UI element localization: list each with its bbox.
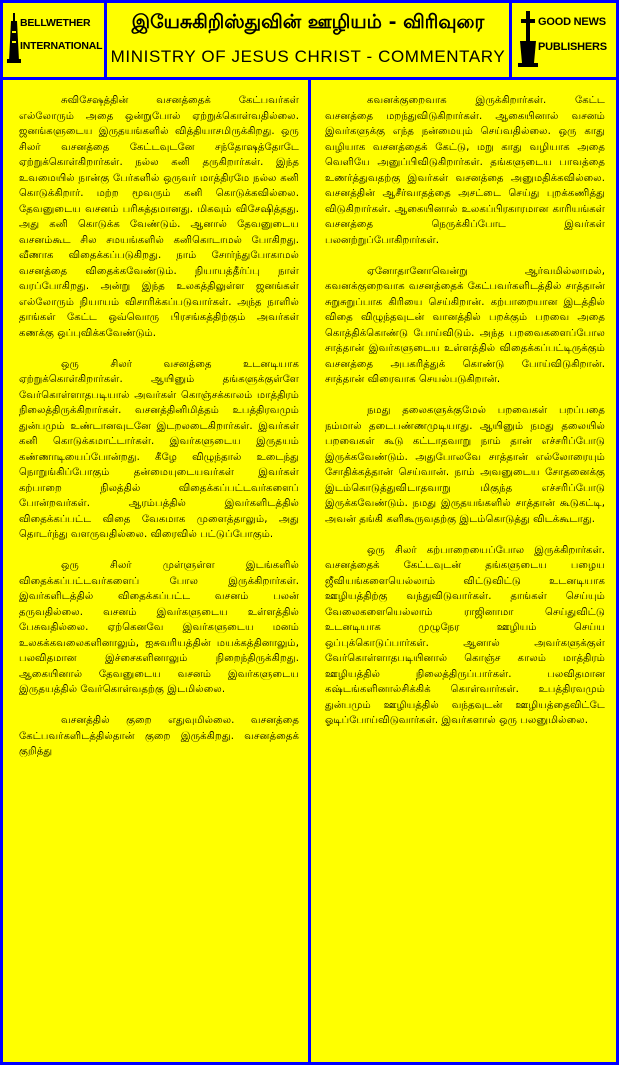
good-news-logo	[512, 3, 616, 77]
right-column	[325, 93, 605, 744]
bellwether-logo-line2: INTERNATIONAL	[20, 40, 103, 52]
page-title-english: MINISTRY OF JESUS CHRIST - COMMENTARY	[110, 47, 506, 66]
right-paragraph-2: ஏனோதானோவென்று ஆர்வமில்லாமல், கவனக்குறைவாக வசனத்தைக் கேட்பவர்களிடத்தில் சாத்தான் சுறுசுறுப்பாக கிரியை செய்கிறான். கற்பாறையான இடத்தில் விதை விழுந்தவுடன் வானத்தில் பறக்கும் பறவை அதை கொத்திக்கொண்டு போய்விடும். அந்த பறவைகளைப்போல சாத்தான் இவர்களுடைய உள்ளத்தில் விதைக்கப்பட்டிருக்கும் வசனத்தை அபகரித்துக் கொண்டு போய்விடுகிறான். சாத்தான் விரைவாக செயல்படுகிறான்.	[325, 265, 605, 385]
column-divider	[308, 80, 311, 1065]
left-paragraph-3: ஒரு சிலர் முள்ளுள்ள இடங்களில் விதைக்கப்பட்டவர்களைப் போல இருக்கிறார்கள். இவர்களிடத்தில் விதைக்கப்பட்ட வசனம் பலன் தருவதில்லை. வசனம் இவர்களுடைய உள்ளத்தில் பேசுவதில்லை. ஏற்கெனவே இவர்களுடைய மனம் உலகக்கவலைகளினாலும், ஐசுவரியத்தின் மயக்கத்தினாலும், பலவிதமான இச்சைகளினாலும் நிறைந்திருக்கிறது. ஆகையினால் தேவனுடைய வசனம் இவர்களுடைய இருதயத்தில் வேர்கொள்வதற்கு இடமில்லை.	[19, 560, 299, 695]
title-box	[107, 3, 512, 77]
left-column	[19, 93, 299, 775]
cross-icon	[518, 11, 538, 67]
left-paragraph-4: வசனத்தில் குறை எதுவுமில்லை. வசனத்தை கேட்பவர்களிடத்தில்தான் குறை இருக்கிறது. வசனத்தைக் குறித்து	[19, 715, 299, 757]
bellwether-logo-text	[20, 17, 102, 53]
bellwether-logo	[3, 3, 107, 77]
right-paragraph-1: கவனக்குறைவாக இருக்கிறார்கள். கேட்ட வசனத்தை மறந்துவிடுகிறார்கள். ஆகையினால் வசனம் இவர்களுக்கு எந்த நன்மையும் செய்வதில்லை. ஒரு காது வழியாக வசனத்தைக் கேட்டு, மறு காது வழியாக அதை வெளியே அனுப்பிவிடுகிறார்கள். தங்களுடைய பாவத்தை உணர்த்துவதற்கு இவர்கள் வசனத்தை அனுமதிக்கவில்லை. வசனத்தின் ஆசீர்வாதத்தை அசட்டை செய்து புறக்கணித்து விடுகிறார்கள். ஆகையினால் உலகப்பிரகாரமான காரியங்கள் வசனத்தை நெருக்கிப்போட இவர்கள் பலனற்றுப்போகிறார்கள்.	[325, 95, 605, 246]
right-paragraph-4: ஒரு சிலர் கற்பாறையைப்போல இருக்கிறார்கள். வசனத்தைக் கேட்டவுடன் தங்களுடைய பழைய ஜீவியங்களையெல்லாம் விட்டுவிட்டு உடனடியாக ஊழியத்திற்கு வந்துவிடுவார்கள். தாங்கள் செய்யும் வேலைகளையெல்லாம் ராஜினாமா செய்துவிட்டு உடனடியாக முழுநேர ஊழியம் செய்ய ஒப்புக்கொடுப்பார்கள். ஆனால் அவர்களுக்குள் வேர்கொள்ளாதபடியினால் கொஞ்ச காலம் மாத்திரம் ஊழியத்தில் நிலைத்திருப்பார்கள். பலவிதமான கஷ்டங்களினால்சிக்கிக் கொள்வார்கள். உபத்திரவமும் துன்பமும் ஊழியத்தில் வந்தவுடன் ஊழியத்தைவிட்டே ஓடிப்போய்விடுவார்கள். இவர்களால் ஒரு பலனுமில்லை.	[325, 544, 605, 726]
good-news-logo-line2: PUBLISHERS	[538, 41, 607, 53]
left-paragraph-2: ஒரு சிலர் வசனத்தை உடனடியாக ஏற்றுக்கொள்கிறார்கள். ஆயினும் தங்களுக்குள்ளே வேர்கொள்ளாதபடியால் அவர்கள் கொஞ்சக்காலம் மாத்திரம் நிலைத்திருக்கிறார்கள். வசனத்தினிமித்தம் உபத்திரவமும் துன்பமும் உண்டானவுடனே இடறலடைகிறார்கள். இவர்கள் கனி கொடுக்கமாட்டார்கள். இவர்களுடைய இருதயம் கண்ணாடியைப்போன்றது. கீழே விழுந்தால் உடைந்து நொறுங்கிப்போகும் தன்மையுடையவர்கள் இவர்கள் கற்பாறை நிலத்தில் விதைக்கப்பட்டவர்களைப் போன்றவர்கள். ஆரம்பத்தில் இவர்களிடத்தில் விதைக்கப்பட்ட விதை வேகமாக முளைத்தாலும், அது தொடர்ந்து வளருவதில்லை. விரைவில் பட்டுப்போகும்.	[19, 358, 299, 540]
bellwether-logo-line1: BELLWETHER	[20, 17, 91, 29]
left-paragraph-1: சுவிசேஷத்தின் வசனத்தைக் கேட்பவர்கள் எல்லோரும் அதை ஒன்றுபோல் ஏற்றுக்கொள்வதில்லை. ஜனங்களுடைய இருதயங்களில் வித்தியாசமிருக்கிறது. ஒரு சிலர் வசனத்தை கேட்டவுடனே சந்தோஷத்தோடே ஏற்றுக்கொள்கிறார்கள். நல்ல கனி தருகிறார்கள். இந்த உவமையில் நான்கு பேர்களில் ஒருவர் மாத்திரமே நல்ல கனி கொடுக்கிறார். மற்ற மூவரும் கனி கொடுக்கவில்லை. தேவனுடைய வசனம் பரிசுத்தமானது. மிகவும் விசேஷித்தது. அது கனி கொடுக்க வேண்டும். ஆனால் தேவனுடைய வசனம்கூட சில சமயங்களில் கனிகொடாமல் போகிறது. வீணாக விதைக்கப்படுகிறது. நாம் சோர்ந்துபோகாமல் வசனத்தை விதைக்கவேண்டும். நியாயத்தீர்ப்பு நாள் வரப்போகிறது. அன்று இந்த உலகத்திலுள்ள ஜனங்கள் எல்லோரும் நியாயம் விசாரிக்கப்படுவார்கள். அந்த நாளில் தாங்கள் கேட்ட ஒவ்வொரு பிரசங்கத்திற்கும் அவர்கள் கணக்கு ஒப்புவிக்கவேண்டும்.	[19, 95, 299, 339]
good-news-logo-text	[538, 16, 607, 54]
good-news-logo-line1: GOOD NEWS	[538, 16, 606, 28]
page-title-tamil: இயேசுகிறிஸ்துவின் ஊழியம் - விரிவுரை	[131, 11, 485, 33]
header	[3, 3, 616, 79]
tower-icon	[7, 13, 21, 63]
right-paragraph-3: நமது தலைகளுக்குமேல் பறவைகள் பறப்பதை நம்மால் தடைபண்ணமுடியாது. ஆயினும் நமது தலையில் பறவைகள் கூடு கட்டாதவாறு நாம் தான் எச்சரிப்போடு இருக்கவேண்டும். அதுபோலவே சாத்தான் எல்லோரையும் சோதிக்கத்தான் செய்வான். நாம் அவனுடைய சோதனைக்கு இடம்கொடுத்துவிடாதவாறு மிகுந்த எச்சரிப்போடு இருக்கவேண்டும். நமது இருதயங்களில் சாத்தான் கூடுகட்டி, அவன் தங்கி களிகூருவதற்கு இடம்கொடுத்து விடக்கூடாது.	[325, 405, 605, 525]
